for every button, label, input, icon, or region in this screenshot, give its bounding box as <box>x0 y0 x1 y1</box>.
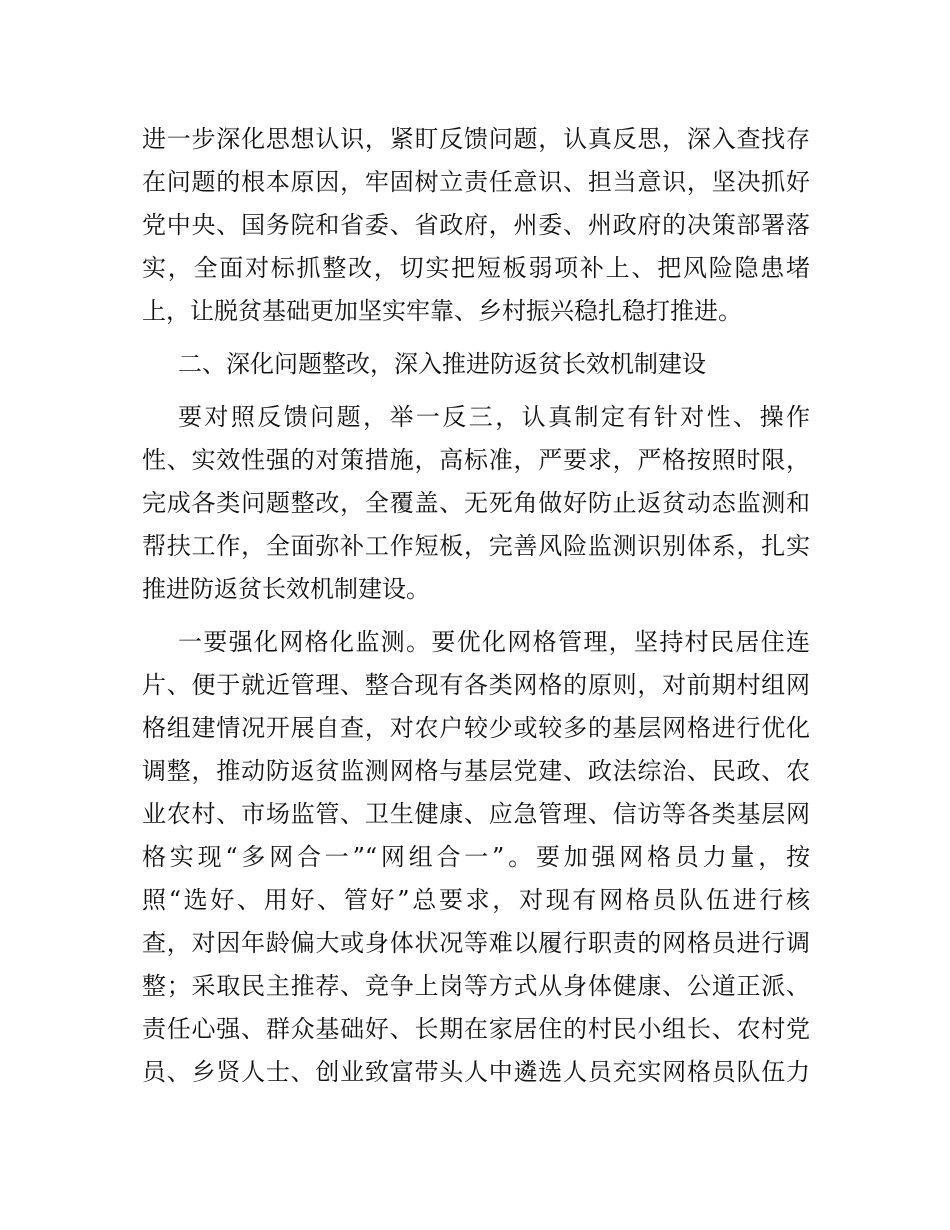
paragraph-intro <box>142 118 810 333</box>
text-line: 业农村、市场监管、卫生健康、应急管理、信访等各类基层网 <box>142 800 810 828</box>
text-line: 整；采取民主推荐、竞争上岗等方式从身体健康、公道正派、 <box>142 972 810 1000</box>
text-line: 格实现“多网合一”“网组合一”。要加强网格员力量，按 <box>142 843 810 871</box>
text-line: 调整，推动防返贫监测网格与基层党建、政法综治、民政、农 <box>142 757 810 785</box>
text-line: 照“选好、用好、管好”总要求，对现有网格员队伍进行核 <box>142 886 810 914</box>
text-line: 在问题的根本原因，牢固树立责任意识、担当意识，坚决抓好 <box>142 168 810 196</box>
document-body <box>142 118 810 1104</box>
text-line: 查，对因年龄偏大或身体状况等难以履行职责的网格员进行调 <box>142 929 810 957</box>
text-line: 格组建情况开展自查，对农户较少或较多的基层网格进行优化 <box>142 714 810 742</box>
text-line: 一要强化网格化监测。要优化网格管理，坚持村民居住连 <box>178 628 810 656</box>
text-line: 帮扶工作，全面弥补工作短板，完善风险监测识别体系，扎实 <box>142 532 810 560</box>
text-line: 完成各类问题整改，全覆盖、无死角做好防止返贫动态监测和 <box>142 489 810 517</box>
text-line: 要对照反馈问题，举一反三，认真制定有针对性、操作 <box>178 403 810 431</box>
text-line: 实，全面对标抓整改，切实把短板弱项补上、把风险隐患堵 <box>142 254 810 282</box>
text-line: 进一步深化思想认识，紧盯反馈问题，认真反思，深入查找存 <box>142 125 810 153</box>
text-line: 推进防返贫长效机制建设。 <box>142 575 430 603</box>
paragraph-section-intro <box>142 396 810 611</box>
text-line: 片、便于就近管理、整合现有各类网格的原则，对前期村组网 <box>142 671 810 699</box>
text-line: 党中央、国务院和省委、省政府，州委、州政府的决策部署落 <box>142 211 810 239</box>
text-line: 员、乡贤人士、创业致富带头人中遴选人员充实网格员队伍力 <box>142 1058 810 1086</box>
paragraph-grid-monitoring <box>142 621 810 1094</box>
text-line: 上，让脱贫基础更加坚实牢靠、乡村振兴稳扎稳打推进。 <box>142 297 742 325</box>
section-heading: 二、深化问题整改，深入推进防返贫长效机制建设 <box>178 350 706 378</box>
text-line: 责任心强、群众基础好、长期在家居住的村民小组长、农村党 <box>142 1015 810 1043</box>
text-line: 性、实效性强的对策措施，高标准，严要求，严格按照时限， <box>142 446 810 474</box>
